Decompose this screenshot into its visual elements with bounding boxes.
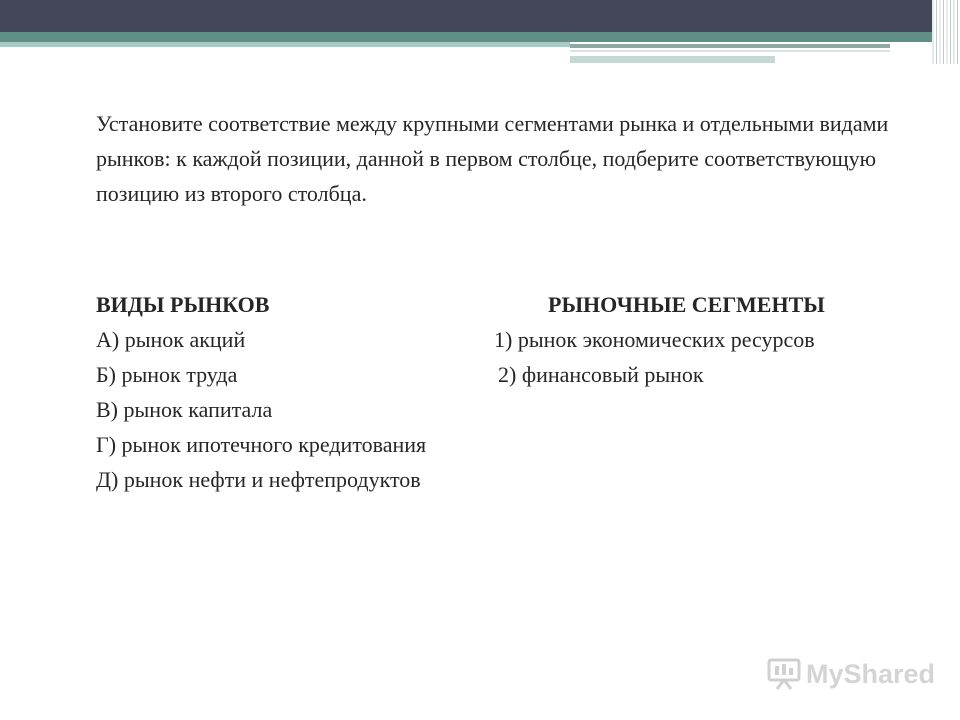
left-item-a: А) рынок акций — [96, 327, 246, 352]
right-column-header: РЫНОЧНЫЕ СЕГМЕНТЫ — [548, 292, 825, 317]
header-accent-bar — [570, 44, 890, 48]
left-item-g: Г) рынок ипотечного кредитования — [96, 432, 427, 457]
left-item-v: В) рынок капитала — [96, 397, 273, 422]
watermark-text: MyShared — [806, 658, 936, 689]
right-item-2: 2) финансовый рынок — [498, 362, 704, 387]
header-accent-thin-bar — [570, 50, 890, 52]
header-accent-short-bar — [570, 56, 775, 63]
right-item-1: 1) рынок экономических ресурсов — [494, 327, 815, 352]
header-teal-band — [0, 32, 960, 42]
left-item-d: Д) рынок нефти и нефтепродуктов — [96, 467, 421, 492]
header-vertical-lines — [932, 0, 960, 64]
left-column-header: ВИДЫ РЫНКОВ — [96, 292, 270, 317]
header-teal-light-band — [0, 42, 570, 47]
question-text: Установите соответствие между крупными сегментами рынка и отдельными видами рынков: к каждой позиции, данной в первом столбце, подберите соответствующую позицию из второго столбца. — [96, 111, 889, 206]
watermark — [766, 656, 935, 692]
presentation-board-icon — [766, 656, 802, 692]
header-dark-band — [0, 0, 960, 32]
left-item-b: Б) рынок труда — [96, 362, 238, 387]
